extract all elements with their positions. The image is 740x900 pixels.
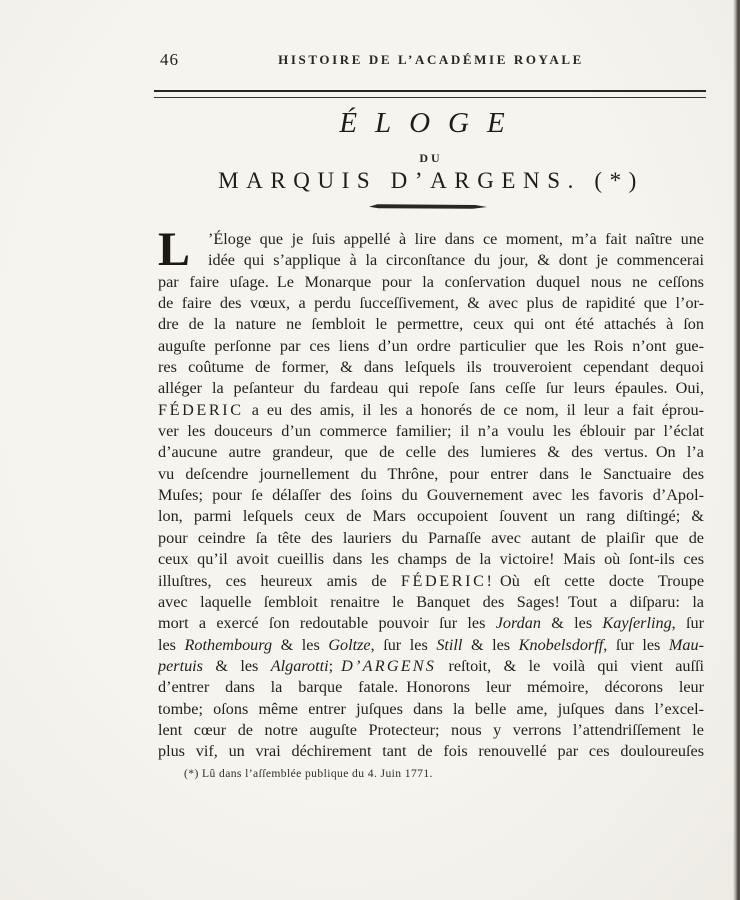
body-text-segment: avec laquelle ſembloit renaitre le Banquet des Sages! Tout a diſparu: la [158,592,704,611]
body-line [158,677,704,698]
body-text [158,223,704,763]
italic-text: Algarotti [270,656,329,675]
body-line [158,741,704,762]
title-ornament-rule [369,204,487,209]
italic-text: Mau- [668,635,704,654]
body-text-segment: plus vif, un vrai déchirement tant de fois renouvellé par ces douloureuſes [158,742,704,761]
body-text-segment: ceux qu’il avoit cueillis dans les champs de la victoire! Mais où ſont-ils ces [158,550,704,569]
body-text-segment: , ſur [671,614,704,633]
body-line [158,314,704,335]
body-text-segment: & les [272,635,329,654]
body-text-segment: les [158,635,185,654]
body-text-segment: d’aucune autre grandeur, que de celle des lumieres & des vertus. On l’a [158,443,704,462]
body-line [158,656,704,677]
body-text-segment: ; [328,656,342,675]
body-text-segment: lent cœur de notre auguſte Protecteur; nous y verrons l’attendriſſement le [158,720,704,739]
italic-text: Rothembourg [184,635,273,654]
body-text-segment: auguſte perſonne par ces liens d’un ordre particulier que les Rois n’ont gue- [158,336,704,355]
body-text-segment: ver les douceurs d’un commerce familier; il n’a voulu les éblouir par l’éclat [158,422,704,441]
body-line [158,592,704,613]
body-line [158,506,704,527]
article-title-marquis: MARQUIS D’ARGENS. (*) [218,168,644,193]
italic-text: Jordan [495,614,541,633]
article-title-du: DU [419,151,443,165]
body-line [158,699,704,720]
running-header [158,50,704,72]
italic-text: Kayſerling [602,614,672,633]
body-line [158,421,704,442]
body-line [158,272,704,293]
body-line [158,635,704,656]
body-line [158,528,704,549]
body-text-segment: & les [462,635,519,654]
spaced-caps-text: FÉDERIC [400,571,487,590]
page-number: 46 [160,50,179,69]
body-text-segment: d’entrer dans la barque fatale. Honorons leur mémoire, décorons leur [158,678,704,697]
body-line [158,293,704,314]
body-text-segment: , ſur les [603,635,669,654]
body-text-segment: res coûtume de former, & dans leſquels ils trouveroient cependant dequoi [158,358,704,377]
body-text-segment: pour ceindre ſa tête des lauriers du Parnaſſe avec autant de plaiſir que de [158,528,704,547]
body-text-segment: vu deſcendre journellement du Thrône, pour entrer dans le Sanctuaire des [158,464,704,483]
page-edge-shadow [733,0,740,900]
body-text-segment: ’Éloge que je ſuis appellé à lire dans ce moment, m’a fait naître une [208,230,704,248]
spaced-caps-text: FÉDERIC [158,400,244,419]
body-line [158,485,704,506]
body-text-segment: par faire uſage. Le Monarque pour la conſervation duquel nous ne ceſſons [158,272,704,291]
body-text-segment: illuſtres, ces heureux amis de [158,571,401,590]
body-text-segment: mort a exercé ſon redoutable pouvoir ſur les [158,614,496,633]
body-text-segment: idée qui s’applique à la circonſtance du jour, & dont je commencerai [208,251,704,270]
header-double-rule [154,90,706,98]
body-text-segment: reſtoit, & le voilà qui vient auſſi [436,656,704,675]
body-line [158,464,704,485]
body-line [158,571,704,592]
body-line [158,720,704,741]
italic-text: Goltze [328,635,371,654]
body-line [158,400,704,421]
body-line [158,549,704,570]
drop-cap: L [158,223,191,276]
body-line [158,442,704,463]
body-text-segment: & les [202,656,271,675]
article-title-eloge: ÉLOGE [339,107,523,139]
footnote: (*) Lû dans l’aſſemblée publique du 4. Juin 1771. [184,767,433,780]
running-title: HISTOIRE DE L’ACADÉMIE ROYALE [278,52,584,67]
body-text-segment: alléger la peſanteur du fardeau qui repoſe ſans ceſſe ſur leurs épaules. Oui, [158,379,704,398]
spaced-caps-text: D’ARGENS [341,656,437,675]
body-text-segment: de faire des vœux, a perdu ſucceſſivement, & avec plus de rapidité que l’or- [158,294,704,313]
italic-text: Still [436,635,463,654]
body-text-segment: a eu des amis, il les a honorés de ce nom, il leur a fait éprou- [243,400,704,419]
body-line [158,336,704,357]
body-line [158,378,704,399]
body-text-segment: & les [540,614,603,633]
body-text-segment: dre de la nature ne ſembloit le permettre, ceux qui ont été attachés à ſon [158,315,704,334]
body-line [158,250,704,271]
body-line [158,613,704,634]
body-text-segment: tombe; oſons même entrer juſques dans la belle ame, juſques dans l’excel- [158,699,704,718]
body-text-segment: lon, parmi leſquels ceux de Mars occupoient ſouvent un rang diſtingé; & [158,507,704,526]
italic-text: pertuis [158,656,203,675]
body-text-segment: , ſur les [370,635,437,654]
body-text-segment: Muſes; pour ſe délaſſer des ſoins du Gouvernement avec les favoris d’Apol- [158,486,704,505]
body-line [158,357,704,378]
body-text-segment: ! Où eſt cette docte Troupe [486,571,704,590]
body-line [158,229,704,250]
italic-text: Knobelsdorff [518,635,604,654]
